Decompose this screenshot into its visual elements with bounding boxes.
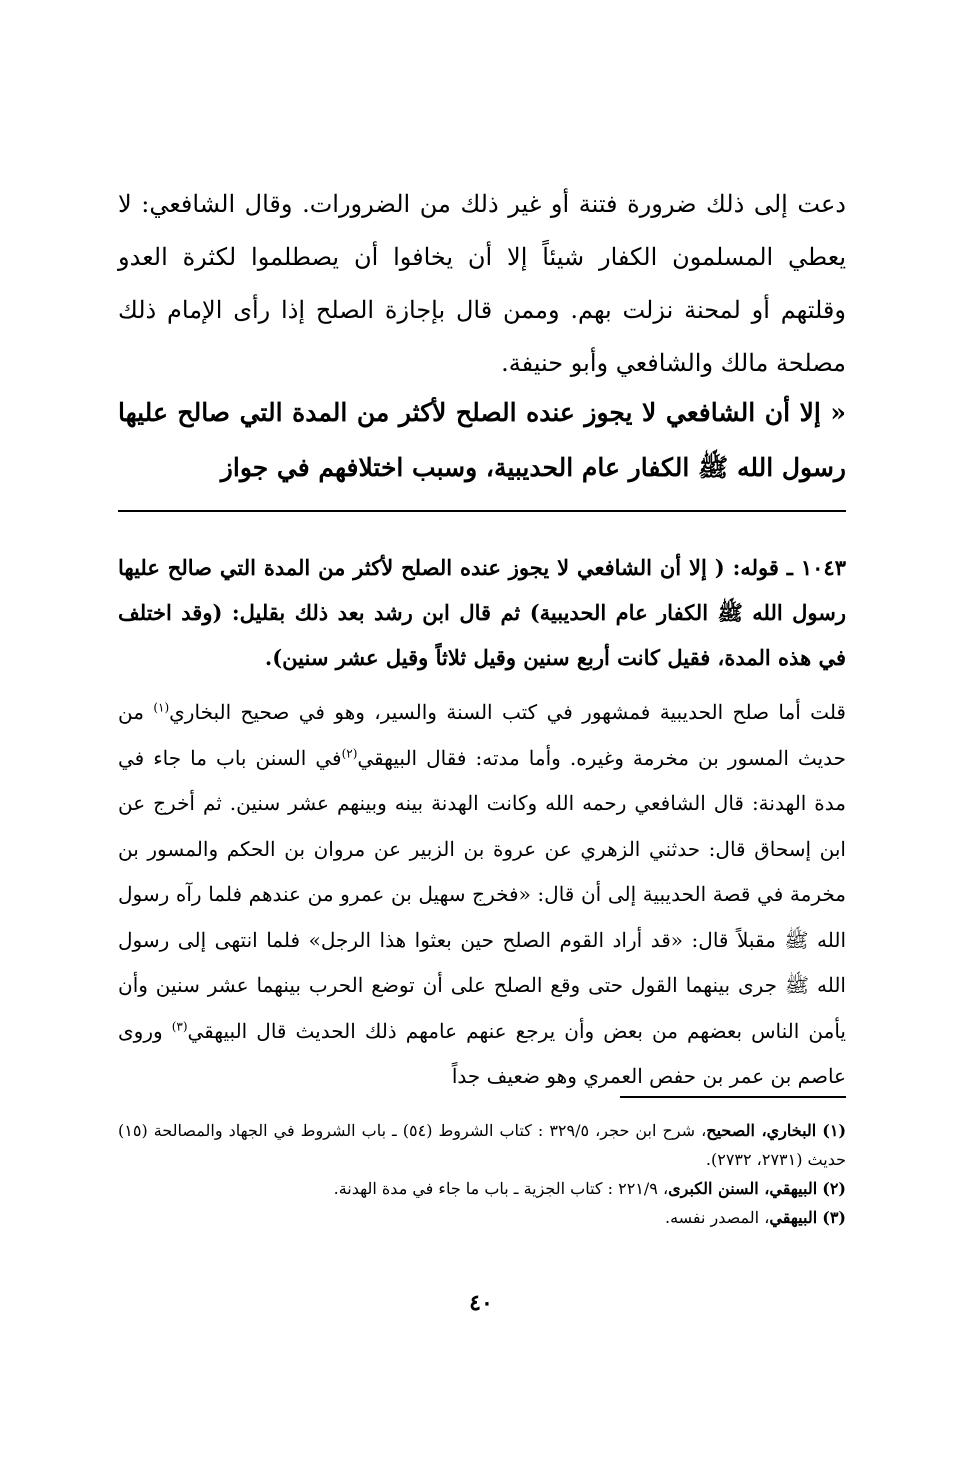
footnote-1	[118, 1116, 846, 1174]
footnote-3-text: ، المصدر نفسه.	[664, 1208, 770, 1227]
footnote-1-source: البخاري، الصحيح	[706, 1121, 817, 1140]
footnote-2-marker: (٢)	[822, 1179, 846, 1198]
footnote-1-text: ، شرح ابن حجر، ٣٢٩/٥ : كتاب الشروط (٥٤) ـ باب الشروط في الجهاد والمصالحة (١٥) حديث (٢٧٣١، ٢٧٣٢).	[118, 1121, 846, 1169]
section-divider	[118, 510, 846, 512]
commentary-body-part-3: في السنن باب ما جاء في مدة الهدنة: قال الشافعي رحمه الله وكانت الهدنة بينه وبينهم عشر سنين. ثم أخرج عن ابن إسحاق قال: حدثني الزهري عن عروة بن الزبير عن مروان بن الحكم والمسور بن مخرمة في قصة الحديبية إلى أن قال: «فخرج سهيل بن عمرو من عندهم فلما رآه رسول الله ﷺ مقبلاً قال: «قد أراد القوم الصلح حين بعثوا هذا الرجل» فلما انتهى إلى رسول الله ﷺ جرى بينهما القول حتى وقع الصلح على أن توضع الحرب بينهما عشر سنين وأن يأمن الناس بعضهم من بعض وأن يرجع عنهم عامهم ذلك الحديث قال البيهقي	[118, 745, 846, 1043]
footnote-1-marker: (١)	[822, 1121, 847, 1140]
footnote-2	[118, 1174, 846, 1203]
commentary-heading-paragraph	[118, 545, 846, 680]
main-text-paragraph	[118, 178, 846, 390]
footnote-3	[118, 1203, 846, 1232]
footnote-reference-3: (٣)	[171, 1018, 188, 1033]
footnote-3-marker: (٣)	[822, 1208, 846, 1227]
footnote-reference-2: (٢)	[341, 745, 358, 760]
quoted-text-paragraph	[118, 385, 846, 495]
footnote-reference-1: (١)	[153, 700, 170, 715]
commentary-body-paragraph	[118, 690, 846, 1100]
commentary-body	[118, 690, 846, 1100]
commentary-body-part-4: وروى عاصم بن عمر بن حفص العمري وهو ضعيف جداً	[118, 1018, 846, 1088]
footnote-3-source: البيهقي	[769, 1208, 818, 1227]
footnote-2-source: البيهقي، السنن الكبرى	[668, 1179, 818, 1198]
commentary-heading: ١٠٤٣ ـ قوله: ( إلا أن الشافعي لا يجوز عنده الصلح لأكثر من المدة التي صالح عليها رسول الله ﷺ الكفار عام الحديبية) ثم قال ابن رشد بعد ذلك بقليل: (وقد اختلف في هذه المدة، فقيل كانت أربع سنين وقيل ثلاثاً وقيل عشر سنين).	[118, 555, 846, 670]
commentary-body-part-2: من حديث المسور بن مخرمة وغيره. وأما مدته: فقال البيهقي	[118, 700, 847, 770]
main-text: دعت إلى ذلك ضرورة فتنة أو غير ذلك من الضرورات. وقال الشافعي: لا يعطي المسلمون الكفار شيئاً إلا أن يخافوا أن يصطلموا لكثرة العدو وقلتهم أو لمحنة نزلت بهم. وممن قال بإجازة الصلح إذا رأى الإمام ذلك مصلحة مالك والشافعي وأبو حنيفة.	[118, 190, 846, 377]
footnote-divider	[620, 1096, 846, 1098]
footnotes	[118, 1116, 846, 1232]
page-number: ٤٠	[469, 1290, 493, 1316]
footnote-2-text: ، ٢٢١/٩ : كتاب الجزية ـ باب ما جاء في مدة الهدنة.	[333, 1179, 669, 1198]
commentary-body-part-1: قلت أما صلح الحديبية فمشهور في كتب السنة والسير، وهو في صحيح البخاري	[169, 700, 846, 724]
quoted-text: « إلا أن الشافعي لا يجوز عنده الصلح لأكثر من المدة التي صالح عليها رسول الله ﷺ الكفار عام الحديبية، وسبب اختلافهم في جواز	[118, 398, 846, 482]
